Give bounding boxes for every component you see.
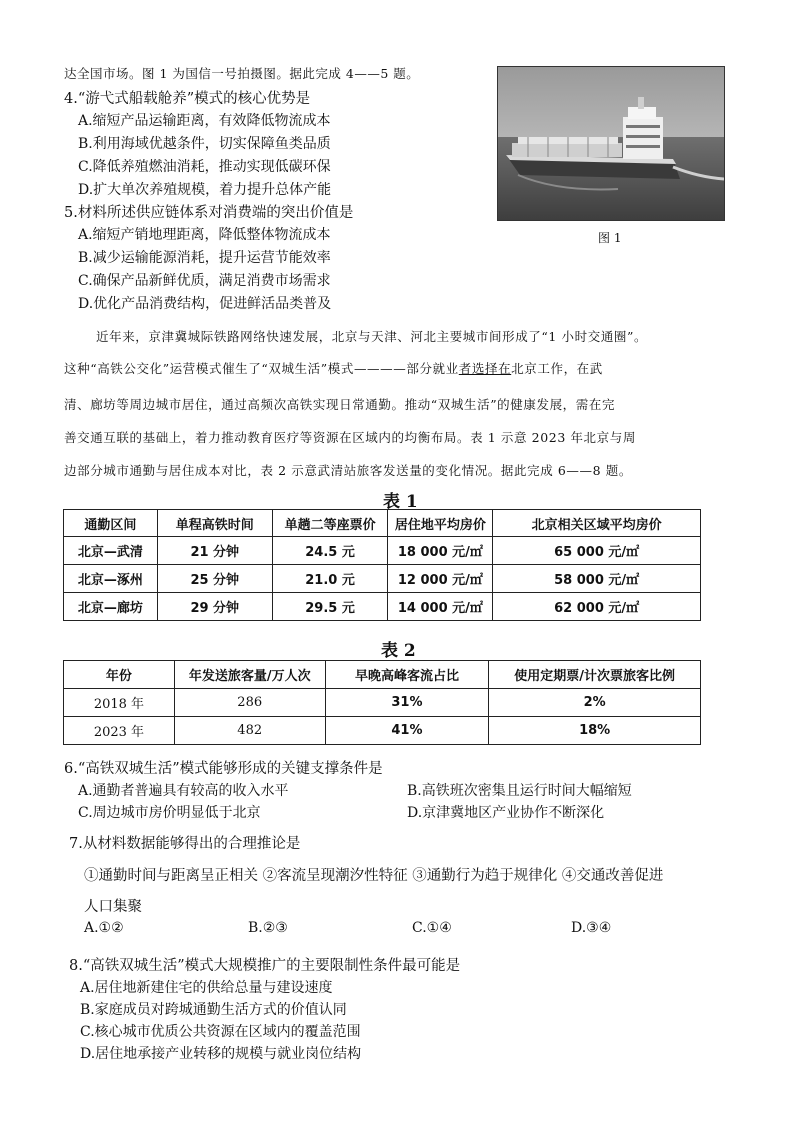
table2-header-cell: 早晚高峰客流占比 <box>325 661 489 689</box>
table1-header-cell: 单程高铁时间 <box>157 510 272 537</box>
q7-stem: 7.从材料数据能够得出的合理推论是 <box>69 836 301 852</box>
q4-option-b: B.利用海域优越条件，切实保障鱼类品质 <box>78 136 331 152</box>
table-row <box>64 717 701 745</box>
q7-option-c: C.①④ <box>412 920 452 936</box>
table1-cell: 北京—廊坊 <box>64 593 158 621</box>
table2-cell: 18% <box>489 717 701 745</box>
q8-stem: 8.“高铁双城生活”模式大规模推广的主要限制性条件最可能是 <box>69 958 461 974</box>
table2-cell: 2% <box>489 689 701 717</box>
q6-option-b: B.高铁班次密集且运行时间大幅缩短 <box>407 783 632 799</box>
ship-photo <box>497 66 725 221</box>
table1-header-cell: 通勤区间 <box>64 510 158 537</box>
table-row <box>64 689 701 717</box>
table1-cell: 65 000 元/㎡ <box>493 537 701 565</box>
q8-option-a: A.居住地新建住宅的供给总量与建设速度 <box>80 980 333 996</box>
q4-stem: 4.“游弋式船载舱养”模式的核心优势是 <box>64 91 311 107</box>
q5-option-b: B.减少运输能源消耗，提升运营节能效率 <box>78 250 331 266</box>
table1-cell: 北京—涿州 <box>64 565 158 593</box>
q5-option-a: A.缩短产销地理距离，降低整体物流成本 <box>78 227 331 243</box>
q7-statements-2: 人口集聚 <box>84 899 142 915</box>
table2-cell: 31% <box>325 689 489 717</box>
q7-option-a: A.①② <box>84 920 124 936</box>
table1-cell: 18 000 元/㎡ <box>388 537 493 565</box>
table1-cell: 21 分钟 <box>157 537 272 565</box>
table2-header-cell: 年份 <box>64 661 175 689</box>
figure-caption: 图 1 <box>598 231 622 245</box>
table1-cell: 北京—武清 <box>64 537 158 565</box>
q5-option-d: D.优化产品消费结构，促进鲜活品类普及 <box>78 296 332 312</box>
ship-illustration <box>498 67 724 220</box>
passage-line-3: 清、廊坊等周边城市居住，通过高频次高铁实现日常通勤。推动“双城生活”的健康发展，需在完 <box>64 397 616 412</box>
table-1 <box>63 509 701 621</box>
table2-header-cell: 年发送旅客量/万人次 <box>174 661 325 689</box>
q4-option-d: D.扩大单次养殖规模，着力提升总体产能 <box>78 182 332 198</box>
table2-title: 表 2 <box>381 641 416 661</box>
q4-option-c: C.降低养殖燃油消耗，推动实现低碳环保 <box>78 159 331 175</box>
q6-option-c: C.周边城市房价明显低于北京 <box>78 805 261 821</box>
q4-option-a: A.缩短产品运输距离，有效降低物流成本 <box>78 113 331 129</box>
q7-option-d: D.③④ <box>571 920 612 936</box>
table-row <box>64 565 701 593</box>
q6-option-d: D.京津冀地区产业协作不断深化 <box>407 805 605 821</box>
table2-cell: 41% <box>325 717 489 745</box>
passage-line-2 <box>64 359 603 377</box>
table-2 <box>63 660 701 745</box>
intro-line: 达全国市场。图 1 为国信一号拍摄图。据此完成 4——5 题。 <box>64 66 420 81</box>
passage-line-5: 边部分城市通勤与居住成本对比，表 2 示意武清站旅客发送量的变化情况。据此完成 6——8 题。 <box>64 463 632 478</box>
table1-cell: 29 分钟 <box>157 593 272 621</box>
table1-cell: 12 000 元/㎡ <box>388 565 493 593</box>
q6-stem: 6.“高铁双城生活”模式能够形成的关键支撑条件是 <box>64 761 383 777</box>
passage-line-2a: 这种“高铁公交化”运营模式催生了“双城生活”模式————部分就业 <box>64 361 459 376</box>
table1-cell: 62 000 元/㎡ <box>493 593 701 621</box>
table1-cell: 25 分钟 <box>157 565 272 593</box>
table2-cell: 482 <box>174 717 325 745</box>
table1-header-cell: 单趟二等座票价 <box>272 510 388 537</box>
table1-header-cell: 北京相关区域平均房价 <box>493 510 701 537</box>
q7-statements-1: ①通勤时间与距离呈正相关 ②客流呈现潮汐性特征 ③通勤行为趋于规律化 ④交通改善促进 <box>84 868 664 884</box>
table1-header-row <box>64 510 701 537</box>
table2-header-row <box>64 661 701 689</box>
table2-header-cell: 使用定期票/计次票旅客比例 <box>489 661 701 689</box>
table-row <box>64 593 701 621</box>
q8-option-d: D.居住地承接产业转移的规模与就业岗位结构 <box>80 1046 362 1062</box>
table1-cell: 21.0 元 <box>272 565 388 593</box>
table1-cell: 14 000 元/㎡ <box>388 593 493 621</box>
passage-line-2b: 者选择在 <box>458 361 512 376</box>
passage-line-4: 善交通互联的基础上，着力推动教育医疗等资源在区域内的均衡布局。表 1 示意 2023 年北京与周 <box>64 430 636 445</box>
table2-cell: 2023 年 <box>64 717 175 745</box>
table1-header-cell: 居住地平均房价 <box>388 510 493 537</box>
table1-cell: 24.5 元 <box>272 537 388 565</box>
q5-option-c: C.确保产品新鲜优质，满足消费市场需求 <box>78 273 331 289</box>
q8-option-c: C.核心城市优质公共资源在区域内的覆盖范围 <box>80 1024 361 1040</box>
table1-title: 表 1 <box>383 492 418 512</box>
table1-cell: 29.5 元 <box>272 593 388 621</box>
q8-option-b: B.家庭成员对跨城通勤生活方式的价值认同 <box>80 1002 347 1018</box>
table2-cell: 2018 年 <box>64 689 175 717</box>
passage-line-2c: 北京工作，在武 <box>511 361 603 376</box>
table-row <box>64 537 701 565</box>
table2-cell: 286 <box>174 689 325 717</box>
q7-option-b: B.②③ <box>248 920 288 936</box>
q5-stem: 5.材料所述供应链体系对消费端的突出价值是 <box>64 205 354 221</box>
q6-option-a: A.通勤者普遍具有较高的收入水平 <box>78 783 289 799</box>
table1-cell: 58 000 元/㎡ <box>493 565 701 593</box>
passage-line-1: 近年来，京津冀城际铁路网络快速发展，北京与天津、河北主要城市间形成了“1 小时交通圈”。 <box>96 329 648 344</box>
